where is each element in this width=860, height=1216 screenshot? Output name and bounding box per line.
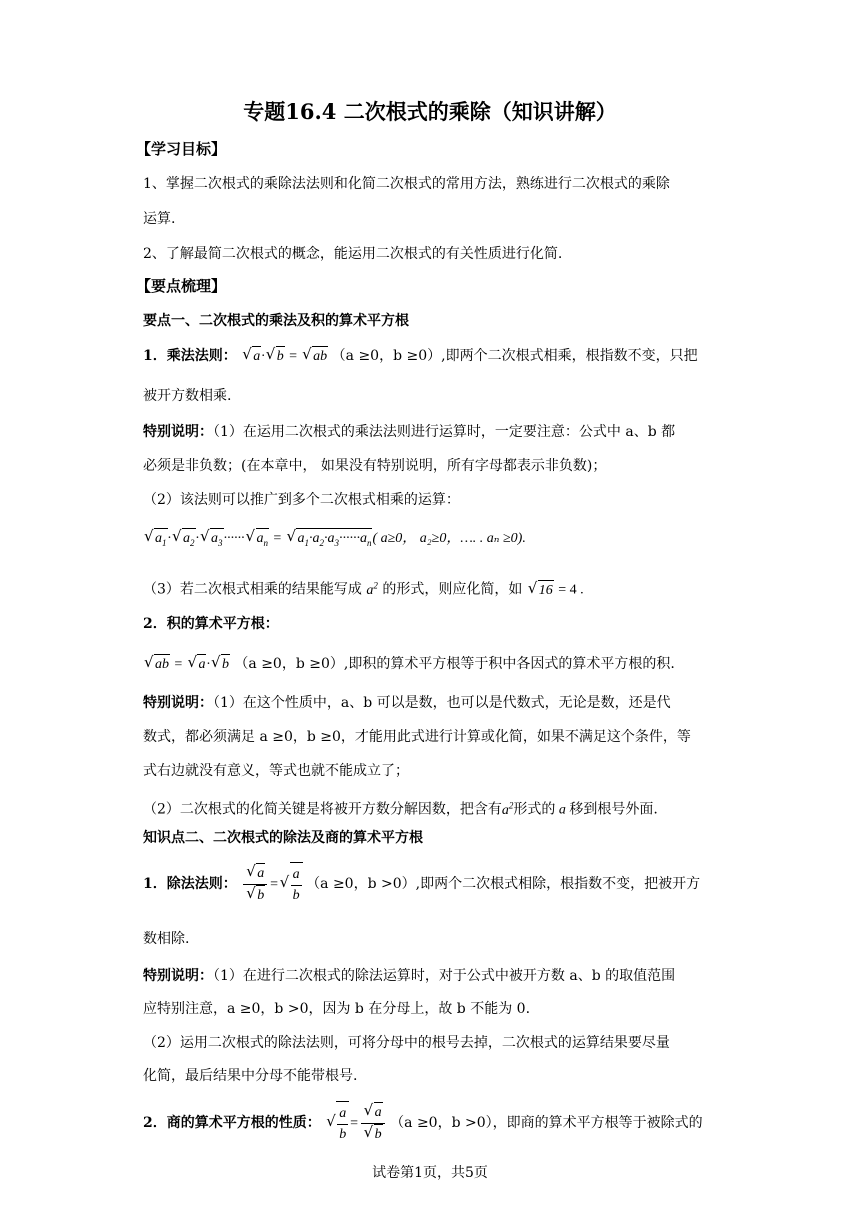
prod-note-2: （2）二次根式的化简关键是将被开方数分解因数，把含有$a^2$形式的 a 移到根号外面.	[143, 800, 658, 818]
prod-rule-line: √ ab = √ a·√ b （a ≥0，b ≥0）,即积的算术平方根等于积中各因式的算术平方根的积.	[143, 654, 675, 675]
mul-rule-line	[143, 346, 698, 367]
mul-cond: （a ≥0，b ≥0）	[331, 348, 442, 364]
prod-note-1-line-1: 特别说明：（1）在这个性质中，a、b 可以是数，也可以是代数式，无论是数，还是代	[143, 695, 671, 711]
mul-note-3: （3）若二次根式相乘的结果能写成 $a^2$ 的形式，则应化简，如 √ 16 = 4 .	[143, 575, 584, 601]
div-formula: √ a √ b = √ $\frac{a}{b}$	[241, 877, 306, 892]
div-desc-2: 数相除.	[143, 931, 190, 947]
point-2-heading: 知识点二、二次根式的除法及商的算术平方根	[143, 830, 423, 846]
div-note-1-line-1: 特别说明：（1）在进行二次根式的除法运算时，对于公式中被开方数 a、b 的取值范围	[143, 968, 676, 984]
mul-note-2: （2）该法则可以推广到多个二次根式相乘的运算：	[143, 492, 460, 508]
goal-1-line-2: 运算.	[143, 211, 176, 227]
goals-heading: 【学习目标】	[136, 140, 227, 158]
prod-note-1-line-2: 数式，都必须满足 a ≥0，b ≥0，才能用此式进行计算或化简，如果不满足这个条件，等	[143, 729, 691, 745]
div-note-1-line-2: 应特别注意，a ≥0，b >0，因为 b 在分母上，故 b 不能为 0.	[143, 1001, 531, 1017]
goal-2: 2、了解最简二次根式的概念，能运用二次根式的有关性质进行化简.	[143, 246, 563, 262]
points-heading: 【要点梳理】	[136, 277, 227, 295]
mul-note-1-line-2: 必须是非负数；(在本章中， 如果没有特别说明，所有字母都表示非负数)；	[143, 458, 607, 474]
goal-1-line-1: 1、掌握二次根式的乘除法法则和化简二次根式的常用方法，熟练进行二次根式的乘除	[143, 176, 670, 192]
page-title: 专题16.4 二次根式的乘除（知识讲解）	[243, 99, 617, 124]
note-label: 特别说明：	[143, 424, 213, 440]
quot-rule-line: 2．商的算术平方根的性质： √ $\frac{a}{b}$ = √ a √ b （a ≥0，b >0），即商的算术平方根等于被除式的	[143, 1101, 703, 1146]
mul-note-1-line-1: 特别说明：（1）在运用二次根式的乘法法则进行运算时，一定要注意：公式中 a、b 都	[143, 424, 676, 440]
mul-desc-2: 被开方数相乘.	[143, 388, 232, 404]
multi-product-formula: √ $a_1\cdot√$ $a_2\cdot√$ $a_3\cdot\cdot\cdot\cdot\cdot\cdot√$ $a_n$ = √ $a_1\cdot a_2\cdot a_3\cdot\cdot\cdot\cdot\cdot\cdot a_n$( a≥0， a₂≥0，…. . aₙ ≥0).	[143, 528, 526, 553]
mul-label: 1．乘法法则：	[143, 348, 237, 364]
page-footer: 试卷第1页，共5页	[372, 1165, 488, 1181]
div-note-2-line-2: 化简，最后结果中分母不能带根号.	[143, 1068, 358, 1084]
div-rule-line: 1．除法法则： √ a √ b = √ $\frac{a}{b}$ （a ≥0，b >0）,即两个二次根式相除，根指数不变，把被开方	[143, 862, 700, 907]
mul-desc-1: ,即两个二次根式相乘，根指数不变，只把	[441, 348, 698, 364]
prod-label: 2．积的算术平方根：	[143, 616, 279, 632]
multi-cond: ( a≥0， a₂≥0，…. . aₙ ≥0).	[372, 531, 526, 546]
quot-formula: √ $\frac{a}{b}$ = √ a √ b	[325, 1116, 390, 1131]
point-1-heading: 要点一、二次根式的乘法及积的算术平方根	[143, 313, 409, 329]
mul-formula: √ a·√ b = √ ab	[241, 349, 331, 364]
prod-note-1-line-3: 式右边就没有意义，等式也就不能成立了；	[143, 763, 409, 779]
div-note-2-line-1: （2）运用二次根式的除法法则，可将分母中的根号去掉，二次根式的运算结果要尽量	[143, 1035, 670, 1051]
